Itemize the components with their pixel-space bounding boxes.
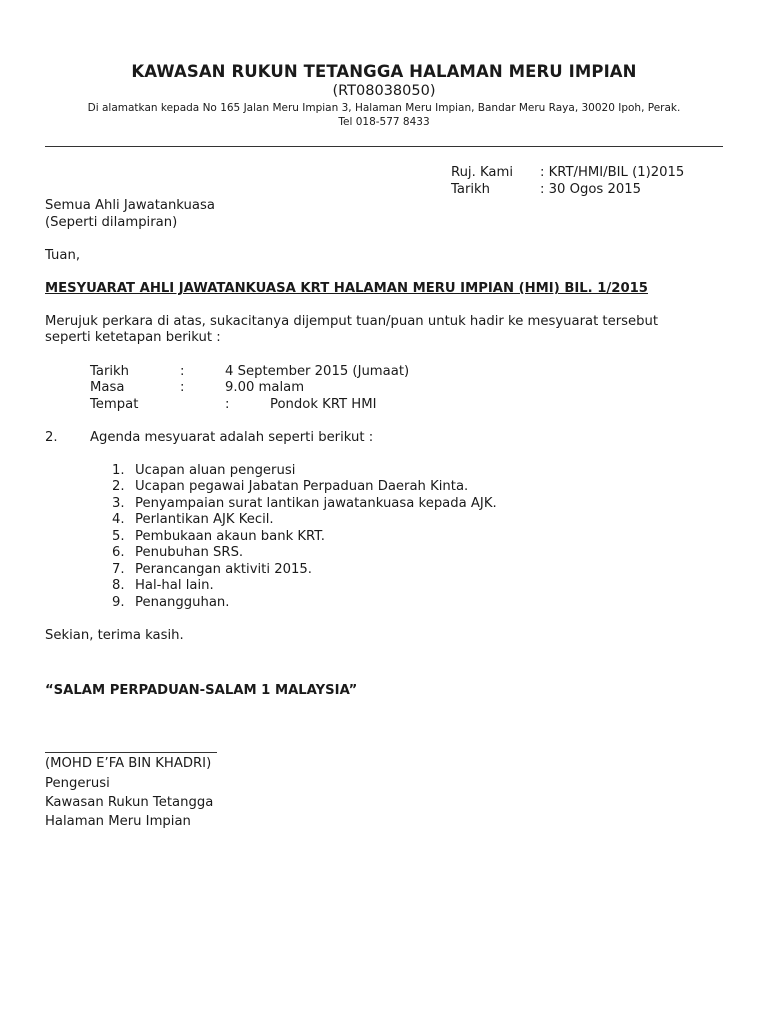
meeting-date-label: Tarikh xyxy=(90,364,130,379)
organization-code xyxy=(0,83,768,99)
reference-value: : KRT/HMI/BIL (1)2015 xyxy=(540,165,685,180)
organization-phone: Tel 018-577 8433 xyxy=(338,116,430,128)
agenda-item: Pembukaan akaun bank KRT. xyxy=(135,529,325,544)
agenda-item: Hal-hal lain. xyxy=(135,578,214,593)
agenda-item-number: 5. xyxy=(112,529,125,544)
agenda-item-number: 1. xyxy=(112,463,125,478)
agenda-item-number: 2. xyxy=(112,479,125,494)
intro-line-2: seperti ketetapan berikut : xyxy=(45,330,221,345)
recipient-note: (Seperti dilampiran) xyxy=(45,215,178,230)
organization-title: KAWASAN RUKUN TETANGGA HALAMAN MERU IMPIAN xyxy=(131,62,637,81)
subject-heading: MESYUARAT AHLI JAWATANKUASA KRT HALAMAN MERU IMPIAN (HMI) BIL. 1/2015 xyxy=(45,281,648,296)
agenda-item: Ucapan pegawai Jabatan Perpaduan Daerah Kinta. xyxy=(135,479,469,494)
intro-line-1: Merujuk perkara di atas, sukacitanya dijemput tuan/puan untuk hadir ke mesyuarat tersebut xyxy=(45,314,659,329)
letter-date-label: Tarikh xyxy=(451,182,491,197)
agenda-item: Perancangan aktiviti 2015. xyxy=(135,562,312,577)
code-close-paren: ) xyxy=(429,83,436,99)
signatory-name: (MOHD E’FA BIN KHADRI) xyxy=(45,756,212,771)
agenda-paragraph-number: 2. xyxy=(45,430,58,445)
signature-line xyxy=(45,752,217,753)
agenda-item-number: 8. xyxy=(112,578,125,593)
agenda-item: Penubuhan SRS. xyxy=(135,545,244,560)
agenda-item: Penangguhan. xyxy=(135,595,230,610)
agenda-item: Perlantikan AJK Kecil. xyxy=(135,512,274,527)
meeting-time-value: 9.00 malam xyxy=(225,380,305,395)
meeting-date-colon: : xyxy=(180,364,185,379)
signatory-title: Pengerusi xyxy=(45,776,110,791)
salutation: Tuan, xyxy=(45,248,81,263)
signatory-organization-line-2: Halaman Meru Impian xyxy=(45,814,191,829)
meeting-date-value: 4 September 2015 (Jumaat) xyxy=(225,364,410,379)
agenda-intro: Agenda mesyuarat adalah seperti berikut : xyxy=(90,430,374,445)
meeting-place-label: Tempat xyxy=(90,397,139,412)
agenda-item: Ucapan aluan pengerusi xyxy=(135,463,296,478)
recipient-line: Semua Ahli Jawatankuasa xyxy=(45,198,215,213)
agenda-item-number: 7. xyxy=(112,562,125,577)
letter-date-value: : 30 Ogos 2015 xyxy=(540,182,642,197)
agenda-item-number: 4. xyxy=(112,512,125,527)
reference-label: Ruj. Kami xyxy=(451,165,513,180)
agenda-item-number: 3. xyxy=(112,496,125,511)
closing-remark: Sekian, terima kasih. xyxy=(45,628,184,643)
motto: “SALAM PERPADUAN-SALAM 1 MALAYSIA” xyxy=(45,683,358,698)
organization-address: Di alamatkan kepada No 165 Jalan Meru Impian 3, Halaman Meru Impian, Bandar Meru Raya, 30020 Ipoh, Perak. xyxy=(87,102,681,114)
agenda-item-number: 6. xyxy=(112,545,125,560)
agenda-item: Penyampaian surat lantikan jawatankuasa kepada AJK. xyxy=(135,496,497,511)
agenda-item-number: 9. xyxy=(112,595,125,610)
header-divider xyxy=(45,146,723,147)
meeting-time-colon: : xyxy=(180,380,185,395)
organization-code-value: RT08038050 xyxy=(338,83,430,99)
meeting-place-colon: : xyxy=(225,397,230,412)
meeting-time-label: Masa xyxy=(90,380,125,395)
meeting-place-value: Pondok KRT HMI xyxy=(270,397,377,412)
signatory-organization-line-1: Kawasan Rukun Tetangga xyxy=(45,795,214,810)
code-open-paren: ( xyxy=(332,83,339,99)
